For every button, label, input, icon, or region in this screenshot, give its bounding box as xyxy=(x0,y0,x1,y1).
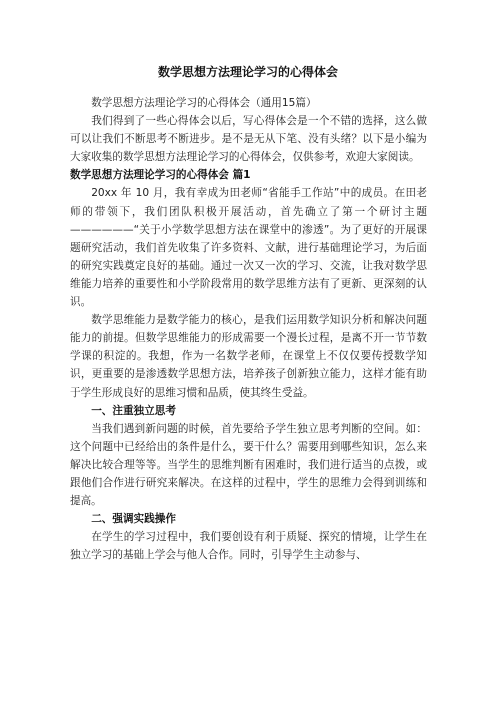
section-heading-part-1: 数学思想方法理论学习的心得体会 篇1 xyxy=(70,169,251,182)
body-paragraph: 20xx 年 10 月，我有幸成为田老师“省能手工作站”中的成员。在田老师的带领下，我们团队积极开展活动，首先确立了第一个研讨主题——————“关于小学数学思想方法在课堂中的渗透”。为了更好的开展课题研究活动，我们首先收集了许多资料、文献，进行基础理论学习，为后面的研究实践奠定良好的基础。通过一次又一次的学习、交流，让我对数学思维能力培养的重要性和小学阶段常用的数学思维方法有了更新、更深刻的认识。 xyxy=(70,187,427,309)
subheading-independent-thinking: 一、注重独立思考 xyxy=(91,404,176,417)
body-paragraph: 在学生的学习过程中，我们要创设有利于质疑、探究的情境，让学生在独立学习的基础上学会与他人合作。同时，引导学生主动参与、 xyxy=(70,531,427,562)
subheading-practice: 二、强调实践操作 xyxy=(91,513,176,526)
body-paragraph: 当我们遇到新问题的时候，首先要给予学生独立思考判断的空间。如：这个问题中已经给出的条件是什么，要干什么？需要用到哪些知识，怎么来解决比较合理等等。当学生的思维判断有困难时，我们进行适当的点拨，或跟他们合作进行研究来解决。在这样的过程中，学生的思维力会得到训练和提高。 xyxy=(70,422,427,508)
document-title: 数学思想方法理论学习的心得体会 xyxy=(157,65,338,79)
intro-paragraph: 我们得到了一些心得体会以后，写心得体会是一个不错的选择，这么做可以让我们不断思考不断进步。是不是无从下笔、没有头绪？以下是小编为大家收集的数学思想方法理论学习的心得体会，仅供参考，欢迎大家阅读。 xyxy=(70,115,427,164)
document-subtitle: 数学思想方法理论学习的心得体会（通用15篇） xyxy=(91,97,317,109)
document-body xyxy=(70,94,427,564)
body-paragraph: 数学思维能力是数学能力的核心，是我们运用数学知识分析和解决问题能力的前提。但数学思维能力的形成需要一个漫长过程，是离不开一节节数学课的积淀的。我想，作为一名数学老师，在课堂上不仅仅要传授数学知识，更重要的是渗透数学思想方法，培养孩子创新独立能力，这样才能有助于学生形成良好的思维习惯和品质，使其终生受益。 xyxy=(70,314,427,399)
